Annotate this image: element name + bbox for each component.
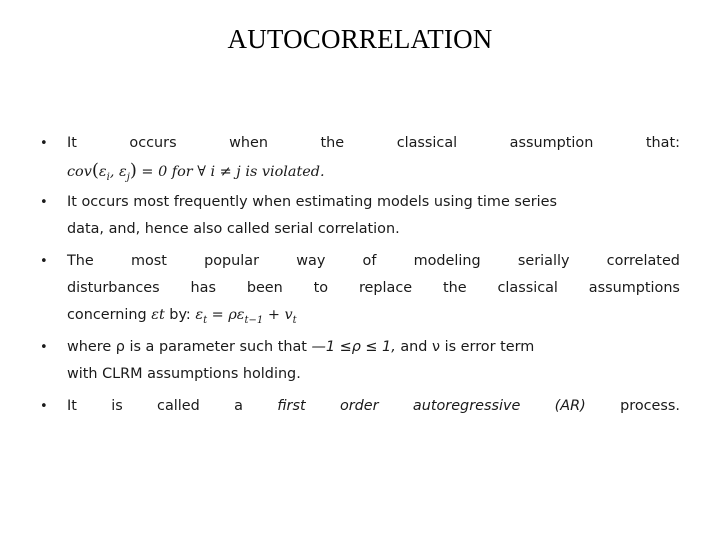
word: most [130,253,167,269]
word: to [313,280,329,296]
word: classical [396,135,458,151]
bullet-dot: • [40,195,48,210]
bullet-item-3 [40,248,680,329]
word: (AR) [554,398,586,414]
word: has [190,280,216,296]
word: that: [645,135,680,151]
word: It [67,135,77,151]
bullet-1-line-1 [67,130,680,157]
word: a [234,398,243,414]
bullet-2-line-2: data, and, hence also called serial correlation. [67,221,400,237]
bullet-item-5 [40,393,680,420]
bullet-item-1 [40,130,680,184]
word: replace [358,280,413,296]
word: order [339,398,379,414]
bullet-4-line-1: where ρ is a parameter such that —1 ≤ρ ≤ 1, and ν is error term [67,339,535,355]
epsilon-t-var: εt [151,307,165,323]
bullet-4-line-2: with CLRM assumptions holding. [67,366,301,382]
bullet-list [40,130,680,420]
bullet-dot: • [40,254,48,269]
rho-range: —1 ≤ρ ≤ 1, [311,339,396,355]
bullet-dot: • [40,136,48,151]
word: classical [497,280,558,296]
ar-equation: $\varepsilon_t = \rho\varepsilon_{t-1} + v_t$ [195,307,297,326]
bullet-3-line-1 [67,248,680,275]
bullet-item-4 [40,334,680,388]
word: first [277,398,306,414]
word: disturbances [67,280,160,296]
covariance-formula: $cov(\varepsilon_i$, $\varepsilon_j) = 0$ for ∀ i ≠ j is violated. [67,160,325,183]
word: correlated [606,253,680,269]
word: of [362,253,377,269]
word: called [157,398,200,414]
slide-title: AUTOCORRELATION [227,24,493,54]
bullet-3-line-2 [67,275,680,302]
word: process. [620,398,680,414]
word: the [320,135,345,151]
word: when [229,135,268,151]
word: been [246,280,283,296]
word: assumptions [588,280,680,296]
word: The [67,253,94,269]
bullet-5-line-1 [67,393,680,420]
bullet-item-2 [40,189,680,243]
word: the [442,280,467,296]
bullet-dot: • [40,399,48,414]
word: way [296,253,326,269]
word: assumption [509,135,594,151]
word: modeling [413,253,481,269]
word: occurs [129,135,177,151]
word: popular [204,253,260,269]
word: autoregressive [412,398,521,414]
bullet-2-line-1: It occurs most frequently when estimating models using time series [67,194,557,210]
word: is [111,398,123,414]
word: It [67,398,77,414]
word: serially [517,253,570,269]
bullet-3-line-3: concerning εt by: $\varepsilon_t = \rho\varepsilon_{t-1} + v_t$ [67,307,297,326]
bullet-dot: • [40,340,48,355]
